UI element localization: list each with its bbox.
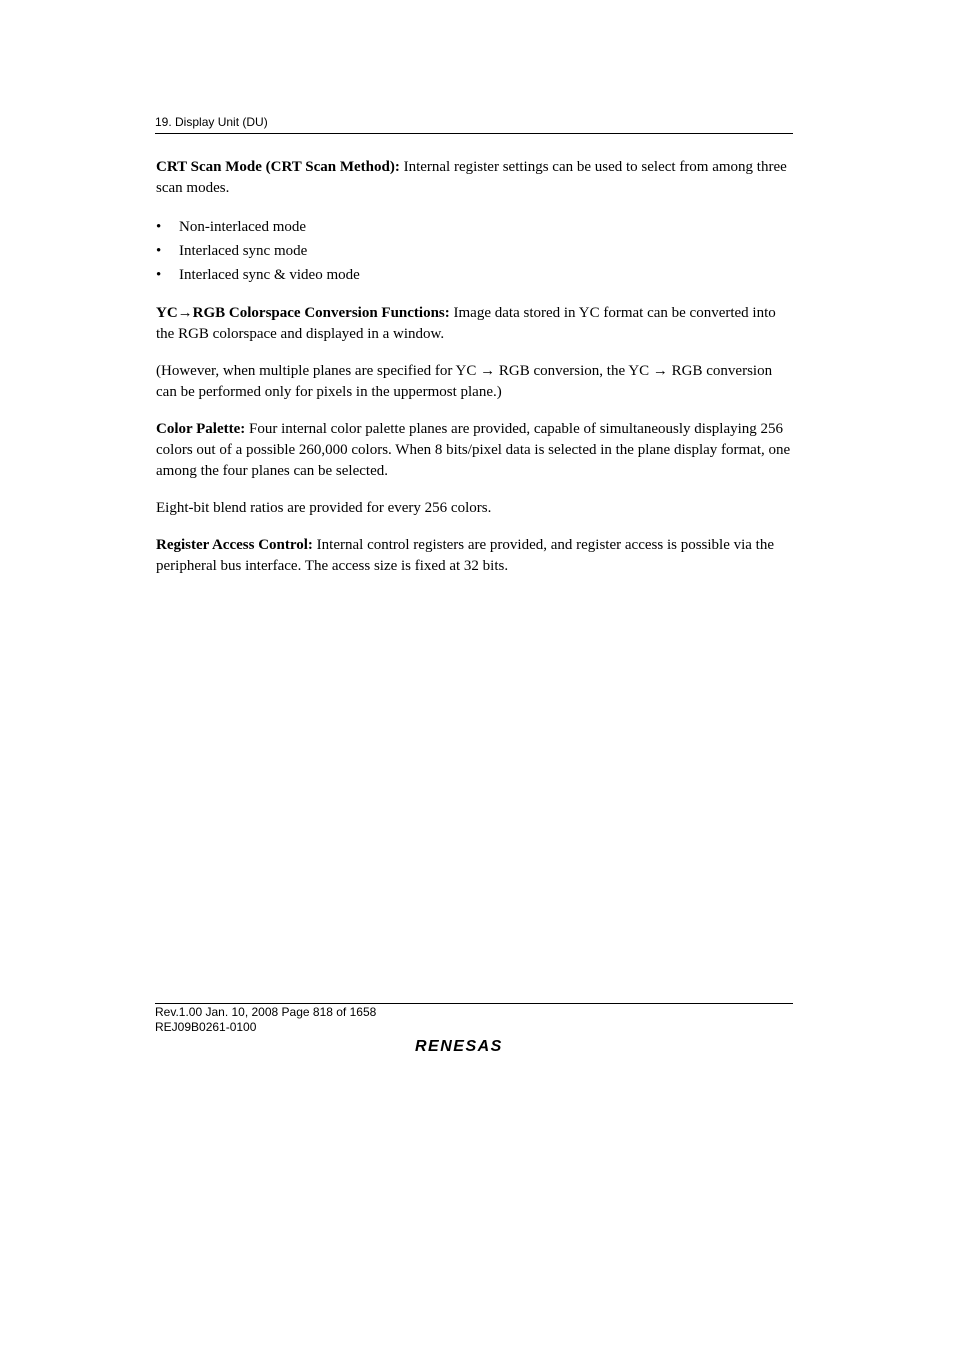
color-palette-text: Four internal color palette planes are provided, capable of simultaneously displaying 256 colors out of a possible 260,000 colors. When 8 bits/pixel data is selected in the plane display format, one among the four planes can be selected. xyxy=(156,421,791,479)
list-item xyxy=(156,239,796,263)
bullet-icon: • xyxy=(156,243,162,259)
list-item-text: Non-interlaced mode xyxy=(179,219,307,235)
yc-rgb-text: Image data stored in YC format can be converted into the RGB colorspace and displayed in a window. xyxy=(156,305,776,342)
crt-scan-text: Internal register settings can be used to select from among three scan modes. xyxy=(156,159,787,196)
register-access-paragraph xyxy=(156,535,796,577)
page-footer xyxy=(155,1005,376,1035)
list-item-text: Interlaced sync & video mode xyxy=(179,267,360,283)
list-item-text: Interlaced sync mode xyxy=(179,243,308,259)
crt-scan-paragraph xyxy=(156,157,796,199)
blend-ratio-paragraph: Eight-bit blend ratios are provided for every 256 colors. xyxy=(156,500,492,516)
yc-rgb-note: (However, when multiple planes are specified for YC → RGB conversion, the YC → RGB conversion can be performed only for pixels in the uppermost plane.) xyxy=(156,363,773,400)
footer-divider xyxy=(155,1003,793,1004)
renesas-logo xyxy=(413,1035,533,1055)
list-item xyxy=(156,263,796,287)
register-access-text: Internal control registers are provided, and register access is possible via the peripheral bus interface. The access size is fixed at 32 bits. xyxy=(156,537,775,574)
bullet-icon: • xyxy=(156,267,162,283)
scan-mode-list xyxy=(156,215,796,287)
page-header xyxy=(155,114,793,134)
logo-text: RENESAS xyxy=(415,1038,503,1055)
page-content xyxy=(156,157,796,593)
document-id: REJ09B0261-0100 xyxy=(155,1020,257,1034)
revision-info: Rev.1.00 Jan. 10, 2008 Page 818 of 1658 xyxy=(155,1005,377,1019)
color-palette-paragraph xyxy=(156,419,796,482)
yc-rgb-heading: YC→RGB Colorspace Conversion Functions: xyxy=(156,305,450,321)
yc-rgb-paragraph xyxy=(156,303,796,345)
crt-scan-heading: CRT Scan Mode (CRT Scan Method): xyxy=(156,159,400,175)
list-item xyxy=(156,215,796,239)
bullet-icon: • xyxy=(156,219,162,235)
section-title: 19. Display Unit (DU) xyxy=(155,115,268,129)
color-palette-heading: Color Palette: xyxy=(156,421,246,437)
register-access-heading: Register Access Control: xyxy=(156,537,313,553)
